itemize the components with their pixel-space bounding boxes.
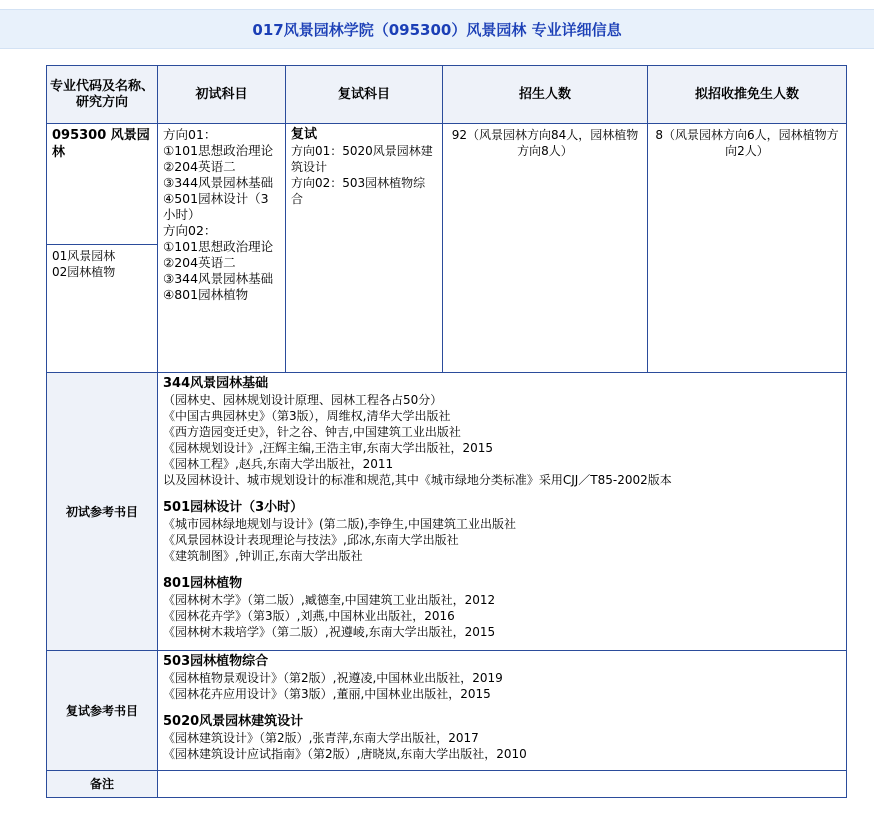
ref-line: 《园林植物景观设计》（第2版）,祝遵凌,中国林业出版社，2019	[163, 671, 503, 685]
ref-line: 《园林建筑设计》（第2版）,张青萍,东南大学出版社，2017	[163, 731, 479, 745]
retest-subjects-cell	[286, 124, 443, 373]
retest-heading: 复试	[291, 127, 318, 142]
header-retest-subjects: 复试科目	[286, 66, 443, 124]
header-code: 专业代码及名称、研究方向	[47, 66, 158, 124]
retest-ref-row	[47, 651, 847, 771]
major-code-cell	[47, 124, 158, 373]
initial-subjects-cell	[158, 124, 286, 373]
exempt-value: 8（风景园林方向6人，园林植物方向2人）	[655, 128, 839, 158]
ref-line: 《中国古典园林史》（第3版），周维权,清华大学出版社	[163, 409, 451, 423]
header-initial-subjects: 初试科目	[158, 66, 286, 124]
direction-item: 01风景园林	[52, 249, 116, 263]
initial-ref-content	[158, 373, 847, 651]
retest-line: 方向01：5020风景园林建筑设计	[291, 144, 433, 174]
header-exempt: 拟招收推免生人数	[648, 66, 847, 124]
exempt-cell	[648, 124, 847, 373]
initial-subject-line: ②204英语二	[163, 159, 236, 174]
ref-line: 《风景园林设计表现理论与技法》,邱冰,东南大学出版社	[163, 533, 459, 547]
ref-section-title: 503园林植物综合	[163, 654, 269, 669]
retest-ref-content	[158, 651, 847, 771]
ref-line: 《西方造园变迁史》，针之谷、钟吉,中国建筑工业出版社	[163, 425, 461, 439]
ref-line: 以及园林设计、城市规划设计的标准和规范,其中《城市绿地分类标准》采用CJJ／T85-2002版本	[163, 473, 672, 487]
remark-value	[158, 771, 847, 798]
header-row	[47, 66, 847, 124]
initial-subject-line: ②204英语二	[163, 255, 236, 270]
enrollment-value: 92（风景园林方向84人，园林植物方向8人）	[451, 128, 639, 158]
major-row	[47, 124, 847, 373]
ref-section-title: 5020风景园林建筑设计	[163, 714, 304, 729]
ref-section-title: 501园林设计（3小时）	[163, 500, 304, 515]
ref-section-title: 344风景园林基础	[163, 376, 269, 391]
initial-subject-line: ①101思想政治理论	[163, 143, 274, 158]
enrollment-cell	[443, 124, 648, 373]
retest-line: 方向02：503园林植物综合	[291, 176, 426, 206]
ref-line: 《园林树木学》（第二版）,臧德奎,中国建筑工业出版社，2012	[163, 593, 496, 607]
initial-subject-line: ④501园林设计（3小时）	[163, 191, 269, 222]
remark-row	[47, 771, 847, 798]
page-title: 017风景园林学院（095300）风景园林 专业详细信息	[252, 20, 622, 39]
ref-line: 《建筑制图》,钟训正,东南大学出版社	[163, 549, 363, 563]
header-enrollment: 招生人数	[443, 66, 648, 124]
major-detail-table	[46, 65, 847, 798]
ref-line: 《园林建筑设计应试指南》（第2版）,唐晓岚,东南大学出版社，2010	[163, 747, 527, 761]
initial-subject-line: 方向01：	[163, 127, 217, 142]
ref-section-title: 801园林植物	[163, 576, 243, 591]
ref-line: 《园林规划设计》,汪辉主编,王浩主审,东南大学出版社，2015	[163, 441, 493, 455]
initial-subject-line: 方向02：	[163, 223, 217, 238]
remark-label: 备注	[47, 771, 158, 798]
ref-line: 《园林花卉学》（第3版）,刘燕,中国林业出版社，2016	[163, 609, 455, 623]
ref-line: （园林史、园林规划设计原理、园林工程各占50分）	[163, 393, 443, 407]
initial-subject-line: ④801园林植物	[163, 287, 249, 302]
ref-line: 《园林花卉应用设计》（第3版）,董丽,中国林业出版社，2015	[163, 687, 491, 701]
initial-subject-line: ③344风景园林基础	[163, 271, 274, 286]
initial-subject-line: ①101思想政治理论	[163, 239, 274, 254]
ref-line: 《园林工程》,赵兵,东南大学出版社，2011	[163, 457, 394, 471]
initial-subject-line: ③344风景园林基础	[163, 175, 274, 190]
ref-line: 《城市园林绿地规划与设计》(第二版),李铮生,中国建筑工业出版社	[163, 517, 516, 531]
retest-ref-label: 复试参考书目	[47, 651, 158, 771]
initial-ref-label: 初试参考书目	[47, 373, 158, 651]
major-code-name: 095300 风景园林	[52, 128, 150, 160]
page-title-bar	[0, 9, 874, 49]
directions-list	[47, 244, 157, 283]
initial-ref-row	[47, 373, 847, 651]
direction-item: 02园林植物	[52, 265, 116, 279]
ref-line: 《园林树木栽培学》（第二版）,祝遵崚,东南大学出版社，2015	[163, 625, 496, 639]
